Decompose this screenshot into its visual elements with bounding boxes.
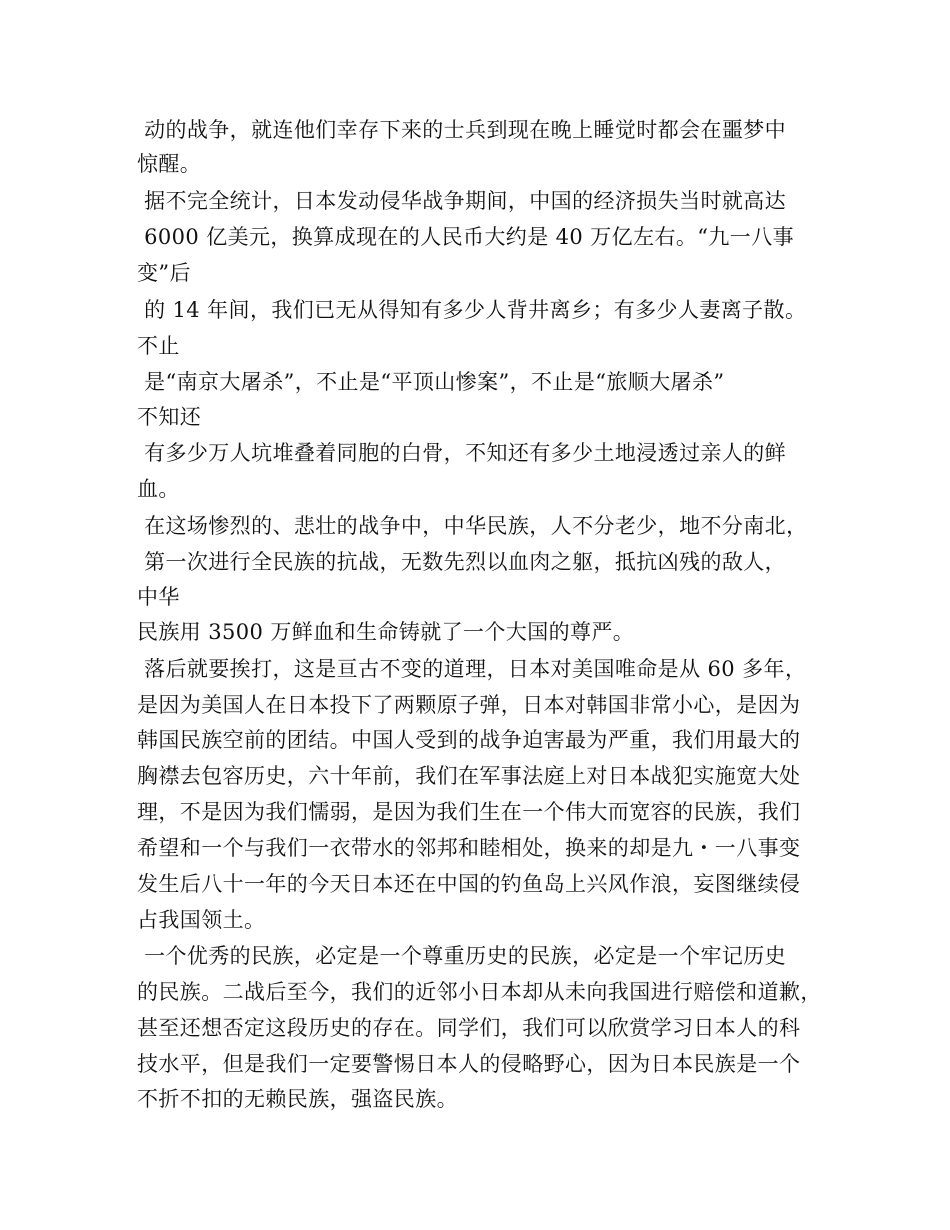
text-line: 希望和一个与我们一衣带水的邻邦和睦相处，换来的却是九・一八事变	[137, 836, 801, 860]
text-line: 技水平，但是我们一定要警惕日本人的侵略野心，因为日本民族是一个	[137, 1052, 801, 1076]
text-line: 惊醒。	[137, 152, 202, 176]
text-line: 有多少万人坑堆叠着同胞的白骨，不知还有多少土地浸透过亲人的鲜	[137, 441, 787, 465]
text-line: 第一次进行全民族的抗战，无数先烈以血肉之躯，抵抗凶残的敌人，	[137, 550, 787, 574]
text-line: 发生后八十一年的今天日本还在中国的钓鱼岛上兴风作浪，妄图继续侵	[137, 872, 801, 896]
text-line: 不知还	[137, 405, 202, 429]
text-line: 6000 亿美元，换算成现在的人民币大约是 40 万亿左右。“九一八事	[137, 225, 794, 249]
text-line: 的民族。二战后至今，我们的近邻小日本却从未向我国进行赔偿和道歉，	[137, 980, 822, 1004]
text-line: 的 14 年间，我们已无从得知有多少人背井离乡；有多少人妻离子散。	[137, 298, 807, 322]
text-line: 理，不是因为我们懦弱，是因为我们生在一个伟大而宽容的民族，我们	[137, 800, 801, 824]
text-line: 落后就要挨打，这是亘古不变的道理，日本对美国唯命是从 60 多年，	[137, 657, 807, 681]
text-line: 据不完全统计，日本发动侵华战争期间，中国的经济损失当时就高达	[137, 189, 787, 213]
text-line: 动的战争，就连他们幸存下来的士兵到现在晚上睡觉时都会在噩梦中	[137, 118, 787, 142]
text-line: 血。	[137, 477, 180, 501]
text-line: 中华	[137, 585, 180, 609]
text-line: 甚至还想否定这段历史的存在。同学们，我们可以欣赏学习日本人的科	[137, 1016, 801, 1040]
text-line: 是因为美国人在日本投下了两颗原子弹，日本对韩国非常小心，是因为	[137, 693, 801, 717]
text-line: 胸襟去包容历史，六十年前，我们在军事法庭上对日本战犯实施宽大处	[137, 764, 801, 788]
text-line: 民族用 3500 万鲜血和生命铸就了一个大国的尊严。	[137, 620, 635, 644]
text-line: 不止	[137, 334, 180, 358]
text-line: 一个优秀的民族，必定是一个尊重历史的民族，必定是一个牢记历史	[137, 944, 787, 968]
text-line: 在这场惨烈的、悲壮的战争中，中华民族，人不分老少，地不分南北，	[137, 514, 808, 538]
text-line: 韩国民族空前的团结。中国人受到的战争迫害最为严重，我们用最大的	[137, 728, 801, 752]
text-line: 不折不扣的无赖民族，强盗民族。	[137, 1087, 458, 1111]
text-line: 变”后	[137, 261, 191, 285]
text-line: 占我国领土。	[137, 908, 266, 932]
text-line: 是“南京大屠杀”，不止是“平顶山惨案”，不止是“旅顺大屠杀”	[137, 370, 725, 394]
